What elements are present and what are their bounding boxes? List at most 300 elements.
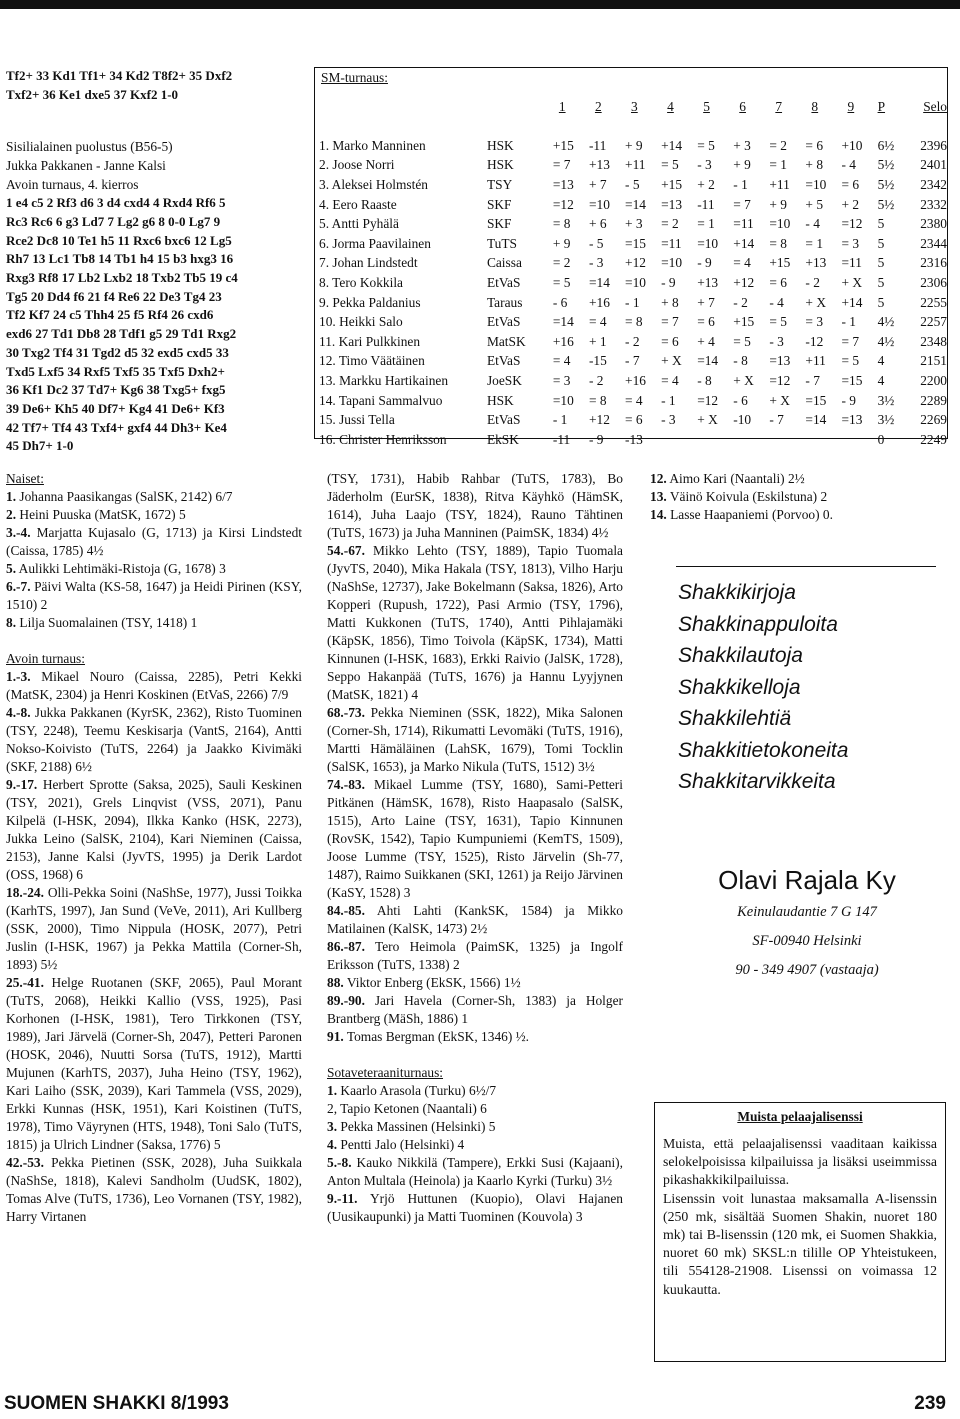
sm-round-result: -13 <box>625 431 643 447</box>
sm-player-name: 3. Aleksei Holmstén <box>319 176 428 192</box>
sm-player-club: TuTS <box>486 235 517 251</box>
sm-spacer <box>319 116 487 136</box>
move-line: Rxg3 Rf8 17 Lb2 Lxb2 18 Txb2 Tb5 19 c4 <box>6 270 238 285</box>
license-paragraph-2: Lisenssin voit lunastaa maksamalla A-lisenssin (250 mk, sisältää Suomen Shakin, nuoret 180 mk) tai B-lisenssin (120 mk, ei Suomen Shakkia, nuoret 60 mk) SKSL:n tilille OP Yhteistukeen, tili 554128-21908. Lisenssi on voimassa 12 kuukautta. <box>663 1190 937 1297</box>
sm-round-result: +13 <box>805 255 827 271</box>
sm-elo: 2306 <box>920 274 947 290</box>
rank-number: 25.-41. <box>6 975 44 990</box>
ad-product-list <box>678 577 936 793</box>
sm-round-result: = 4 <box>625 392 643 408</box>
sm-points: 5½ <box>877 157 895 173</box>
sm-row <box>319 410 947 430</box>
page-number: 239 <box>914 1393 946 1414</box>
sm-round-result: = 7 <box>841 333 860 349</box>
move-line: Tg5 20 Dd4 f6 21 f4 Re6 22 De3 Tg4 23 <box>6 288 222 304</box>
sm-round-result: - 2 <box>625 333 640 349</box>
sm-round-result: =14 <box>625 196 646 212</box>
avoin-entry: 4.-8. Jukka Pakkanen (KyrSK, 2362), Risto Tuominen (TSY, 2248), Teemu Keskisarja (VantS, 2164), Antti Nokso-Koivisto (TuTS, 2264) ja Jaakko Kivimäki (SKF, 2188) 6½ <box>6 705 302 774</box>
sm-points: 6½ <box>877 137 895 153</box>
sm-round-result: =13 <box>661 196 683 212</box>
sm-row <box>319 352 947 372</box>
sm-row <box>319 332 947 352</box>
sm-points: 4½ <box>877 314 895 330</box>
ad-product-line: Shakkikelloja <box>678 675 801 699</box>
rank-number: 42.-53. <box>6 1155 44 1170</box>
sm-round-result: - 1 <box>625 294 640 310</box>
sm-round-result: - 7 <box>805 372 820 388</box>
sm-round-result: = 2 <box>661 216 679 232</box>
veteraani-entry: 1. Kaarlo Arasola (Turku) 6½/7 <box>327 1083 497 1098</box>
sm-player-club: Caissa <box>486 255 522 271</box>
sm-round-result: = 7 <box>552 157 571 173</box>
sm-round-result: - 5 <box>588 235 604 251</box>
naiset-entry: 5. Aulikki Lehtimäki-Ristoja (G, 1678) 3 <box>6 561 226 576</box>
sm-points: 5 <box>877 235 885 251</box>
ad-product-line: Shakkilautoja <box>678 644 803 667</box>
naiset-entry: 3.-4. Marjatta Kujasalo (G, 1713) ja Kirsi Lindstedt (Caissa, 1785) 4½ <box>6 525 302 558</box>
ad-product-line: Shakkitarvikkeita <box>678 770 836 793</box>
sm-row <box>319 195 947 215</box>
sm-player-club: HSK <box>486 157 514 173</box>
sm-elo: 2316 <box>920 255 947 271</box>
sm-player-club: TSY <box>486 176 513 192</box>
sm-points: 0 <box>877 431 885 447</box>
sm-points: 4 <box>877 353 885 369</box>
sm-round-result: =14 <box>588 274 610 290</box>
avoin-list-1 <box>6 668 302 1226</box>
sm-round-result: +16 <box>625 372 646 388</box>
sm-header-cell: 2 <box>594 99 602 114</box>
sm-round-result: +12 <box>588 412 610 428</box>
sm-round-result: +14 <box>733 235 755 251</box>
sm-round-result: = 8 <box>625 314 643 330</box>
avoin-entry: 84.-85. Ahti Lahti (KankSK, 1584) ja Mikko Matilainen (KalSK, 1473) 2½ <box>327 903 623 936</box>
sm-player-name: 4. Eero Raaste <box>319 196 397 212</box>
rank-number: 84.-85. <box>327 903 365 918</box>
sm-round-result: =10 <box>552 392 574 408</box>
rank-number: 14. <box>650 507 667 522</box>
sm-round-result: + 9 <box>625 137 643 153</box>
sm-round-result: -15 <box>588 353 607 369</box>
license-paragraph-1: Muista, että pelaajalisenssi vaaditaan kaikissa selokelpoisissa kilpailuissa ja lisäksi useimmissa pikashakkikilpailuissa. <box>663 1136 937 1188</box>
sm-round-result: =10 <box>805 176 827 192</box>
sm-round-result: - 2 <box>805 274 820 290</box>
sm-round-result: +16 <box>552 333 574 349</box>
sm-round-result: = 1 <box>805 235 824 251</box>
rank-number: 18.-24. <box>6 885 44 900</box>
sm-round-result: + 9 <box>733 157 751 173</box>
sm-round-result: + 7 <box>588 176 607 192</box>
sm-points: 4½ <box>877 333 895 349</box>
sm-round-result: - 3 <box>661 412 676 428</box>
move-line: 1 e4 c5 2 Rf3 d6 3 d4 cxd4 4 Rxd4 Rf6 5 <box>6 195 226 211</box>
sm-elo: 2257 <box>920 314 947 330</box>
sm-player-club: EtVaS <box>486 314 521 330</box>
sm-spacer-row <box>319 116 947 136</box>
sm-round-result: =15 <box>805 392 827 408</box>
sm-round-result: + 6 <box>588 216 607 232</box>
sm-round-result: = 6 <box>625 412 643 428</box>
move-line: Tf2 Kf7 24 c5 Thh4 25 f5 Rf4 26 cxd6 <box>6 307 214 323</box>
avoin-entry: 14. Lasse Haapaniemi (Porvoo) 0. <box>650 507 833 522</box>
sm-player-name: 12. Timo Väätäinen <box>319 353 425 369</box>
move-line: Txd5 Lxf5 34 Rxf5 Txf5 35 Txf5 Dxh2+ <box>6 363 225 379</box>
rank-number: 3.-4. <box>6 525 31 540</box>
sm-header-cell: 4 <box>667 99 674 114</box>
sm-player-name: 6. Jorma Paavilainen <box>319 235 431 251</box>
sm-round-result <box>805 430 841 450</box>
license-title: Muista pelaajalisenssi <box>737 1109 863 1124</box>
rank-number: 74.-83. <box>327 777 365 792</box>
sm-round-result: - 4 <box>769 294 784 310</box>
sm-round-result: + X <box>769 392 790 408</box>
sm-round-result: +13 <box>588 157 610 173</box>
sm-header-blank <box>487 98 553 116</box>
rank-number: 5. <box>6 561 17 576</box>
ad-product-line: Shakkilehtiä <box>678 707 792 730</box>
veteraani-entry: 2, Tapio Ketonen (Naantali) 6 <box>327 1101 487 1116</box>
sm-round-result: +11 <box>625 157 646 173</box>
sm-round-result: =10 <box>625 274 646 290</box>
sm-round-result: + 9 <box>769 196 787 212</box>
sm-round-result: = 7 <box>733 196 751 212</box>
sm-round-result: =10 <box>769 216 791 232</box>
sm-round-result: = 5 <box>733 333 751 349</box>
sm-round-result: = 4 <box>733 255 751 271</box>
sm-player-name: 13. Markku Hartikainen <box>319 372 449 388</box>
game2-opening: Sisilialainen puolustus (B56-5) <box>6 139 173 155</box>
sm-round-result: +13 <box>697 274 719 290</box>
game1-line: Tf2+ 33 Kd1 Tf1+ 34 Kd2 T8f2+ 35 Dxf2 <box>6 68 233 83</box>
rank-number: 9.-11. <box>327 1191 358 1206</box>
sm-player-name: 16. Christer Henriksson <box>319 431 447 447</box>
sm-round-result: +14 <box>661 137 683 153</box>
sm-elo: 2344 <box>920 235 947 251</box>
sm-round-result: +15 <box>769 255 791 271</box>
sm-elo: 2348 <box>920 333 947 349</box>
sm-round-result: = 3 <box>552 372 571 388</box>
sm-round-result: =14 <box>697 353 719 369</box>
avoin-entry: 89.-90. Jari Havela (Corner-Sh, 1383) ja Holger Brantberg (MäSh, 1886) 1 <box>327 993 623 1026</box>
rank-number: 4. <box>327 1137 338 1152</box>
sm-round-result: = 4 <box>588 314 607 330</box>
sm-player-club: EtVaS <box>486 274 521 290</box>
ad-company-name: Olavi Rajala Ky <box>718 865 896 895</box>
sm-round-result: -11 <box>588 137 607 153</box>
sm-round-result: +11 <box>805 353 826 369</box>
move-line: exd6 27 Td1 Db8 28 Tdf1 g5 29 Td1 Rxg2 <box>6 326 237 342</box>
move-line: 42 Tf7+ Tf4 43 Txf4+ gxf4 44 Dh3+ Ke4 <box>6 419 227 435</box>
ad-company-block <box>678 862 936 985</box>
ad-top-rule <box>676 566 936 567</box>
ad-product-line: Shakkikirjoja <box>678 581 796 604</box>
sm-round-result: - 4 <box>805 216 820 232</box>
rank-number: 86.-87. <box>327 939 365 954</box>
sm-points: 5½ <box>877 196 895 212</box>
rank-number: 89.-90. <box>327 993 365 1008</box>
sm-round-result: +15 <box>552 137 574 153</box>
sm-round-result: = 4 <box>552 353 571 369</box>
results-column-1 <box>6 470 302 1226</box>
avoin-entry: 68.-73. Pekka Nieminen (SSK, 1822), Mika Salonen (Corner-Sh, 1714), Rikumatti Levomäki (TuTS, 1916), Martti Hämäläinen (LahSK, 1679), Tomi Tocklin (SalSK, 1653), ja Marko Nikula (TuTS, 1512) 3½ <box>327 705 623 774</box>
naiset-entry: 1. Johanna Paasikangas (SalSK, 2142) 6/7 <box>6 489 233 504</box>
sm-round-result: - 1 <box>733 176 748 192</box>
sm-header-cell: Selo <box>923 99 947 114</box>
avoin-entry: 1.-3. Mikael Nouro (Caissa, 2285), Petri Kekki (MatSK, 2304) ja Henri Koskinen (EtVaS, 2266) 7/9 <box>6 669 302 702</box>
sm-round-result: = 1 <box>697 216 715 232</box>
sm-header-cell: 8 <box>811 99 819 114</box>
sm-row <box>319 273 947 293</box>
sm-elo: 2401 <box>920 157 947 173</box>
sm-header-cell: 6 <box>739 99 746 114</box>
sm-round-result: = 6 <box>805 137 824 153</box>
sm-elo: 2380 <box>920 216 947 232</box>
move-line: Rce2 Dc8 10 Te1 h5 11 Rxc6 bxc6 12 Lg5 <box>6 232 232 248</box>
sm-row <box>319 234 947 254</box>
sm-points: 5 <box>877 294 885 310</box>
sm-round-result: =12 <box>769 372 791 388</box>
sm-elo: 2269 <box>920 412 947 428</box>
sm-round-result <box>842 430 878 450</box>
sm-player-club: SKF <box>486 196 512 212</box>
sm-round-result: = 3 <box>841 235 860 251</box>
ad-product-line: Shakkitietokoneita <box>678 738 849 762</box>
sm-round-result: =13 <box>769 353 791 369</box>
sm-round-result: + 8 <box>805 157 824 173</box>
sm-round-result: + 3 <box>625 216 643 232</box>
results-column-3 <box>650 470 946 524</box>
sm-round-result: -11 <box>552 431 571 447</box>
sm-round-result: =14 <box>805 412 827 428</box>
sm-round-result: - 1 <box>661 392 676 408</box>
sm-round-result: = 5 <box>661 157 679 173</box>
sm-round-result: =11 <box>841 255 862 271</box>
sm-round-result: - 4 <box>841 157 857 173</box>
naiset-title: Naiset: <box>6 471 44 486</box>
naiset-entry: 6.-7. Päivi Walta (KS-58, 1647) ja Heidi Pirinen (KSY, 1510) 2 <box>6 579 302 612</box>
sm-round-result: =10 <box>661 255 683 271</box>
rank-number: 1. <box>6 489 17 504</box>
avoin-entry: 13. Väinö Koivula (Eskilstuna) 2 <box>650 489 828 504</box>
sm-row <box>319 136 947 156</box>
sm-round-result: + X <box>841 274 863 290</box>
naiset-list <box>6 488 302 632</box>
sm-row <box>319 214 947 234</box>
sm-round-result: = 6 <box>769 274 787 290</box>
sm-round-result: - 9 <box>841 392 857 408</box>
ad-phone: 90 - 349 4907 (vastaaja) <box>735 962 879 978</box>
sm-round-result: -11 <box>697 196 715 212</box>
game2-players: Jukka Pakkanen - Janne Kalsi <box>6 158 166 173</box>
rank-number: 2. <box>6 507 17 522</box>
rank-number: 13. <box>650 489 667 504</box>
rank-number: 1. <box>327 1083 338 1098</box>
sm-round-result: =11 <box>661 235 682 251</box>
sm-round-result: +12 <box>625 255 646 271</box>
sm-round-result: + X <box>661 353 682 369</box>
sm-player-club: EkSK <box>486 431 519 447</box>
sm-round-result: - 9 <box>588 431 604 447</box>
avoin-entry: 86.-87. Tero Heimola (PaimSK, 1325) ja Ingolf Eriksson (TuTS, 1338) 2 <box>327 939 623 972</box>
sm-round-result: +15 <box>661 176 683 192</box>
veteraanit-title: Sotaveteraaniturnaus: <box>327 1065 444 1080</box>
sm-round-result: = 8 <box>552 216 571 232</box>
sm-round-result: - 6 <box>733 392 748 408</box>
sm-round-result: - 2 <box>733 294 748 310</box>
sm-round-result: = 5 <box>552 274 571 290</box>
sm-round-result: =12 <box>841 216 863 232</box>
sm-round-result: =12 <box>697 392 719 408</box>
naiset-entry: 8. Lilja Suomalainen (TSY, 1418) 1 <box>6 615 198 630</box>
sm-round-result: + 2 <box>697 176 715 192</box>
rank-number: 91. <box>327 1029 344 1044</box>
sm-round-result: + 5 <box>805 196 824 212</box>
games-column <box>6 67 306 456</box>
move-line: 39 De6+ Kh5 40 Df7+ Kg4 41 De6+ Kf3 <box>6 400 225 416</box>
sm-player-club: JoeSK <box>486 372 522 388</box>
avoin-entry: 25.-41. Helge Ruotanen (SKF, 2065), Paul Morant (TuTS, 2068), Heikki Kallio (VSS, 1925), Pasi Korhonen (I-HSK, 1981), Tero Tirkkonen (TSY, 1989), Jari Järvelä (Corner-Sh, 2047), Petteri Paronen (HOSK, 2046), Nuutti Sorsa (TuTS, 1912), Martti Mujunen (KarhTS, 2037), Juha Heino (TSY, 1962), Kari Laiho (SSK, 2039), Kari Tammela (VSS, 2029), Erkki Kunnas (HSK, 1951), Kari Koistinen (TuTS, 1978), Timo Väyrynen (HTS, 1948), Toni Salo (TuTS, 1815) ja Ulrich Lindner (Saksa, 1776) 5 <box>6 975 302 1152</box>
rank-number: 54.-67. <box>327 543 365 558</box>
avoin-title: Avoin turnaus: <box>6 651 85 666</box>
sm-player-name: 9. Pekka Paldanius <box>319 294 421 310</box>
rank-number: 6.-7. <box>6 579 31 594</box>
veteraani-entry: 5.-8. Kauko Nikkilä (Tampere), Erkki Susi (Kajaani), Anton Multala (Heinola) ja Kaarlo Kyrki (Turku) 3½ <box>327 1155 623 1188</box>
sm-points: 5½ <box>877 176 895 192</box>
rank-number: 8. <box>6 615 17 630</box>
sm-round-result: - 1 <box>841 314 857 330</box>
sm-round-result <box>661 430 697 450</box>
sm-header-blank <box>319 98 487 116</box>
sm-row <box>319 391 947 411</box>
sm-round-result: = 2 <box>552 255 571 271</box>
sm-header-row <box>319 98 947 116</box>
sm-round-result <box>697 430 733 450</box>
game2-event: Avoin turnaus, 4. kierros <box>6 176 139 192</box>
sm-header-cell: P <box>877 99 886 114</box>
rank-number: 88. <box>327 975 344 990</box>
sm-round-result: = 8 <box>769 235 787 251</box>
license-box <box>654 1102 946 1362</box>
sm-player-club: HSK <box>486 137 514 153</box>
sm-round-result: =10 <box>588 196 610 212</box>
sm-round-result: = 2 <box>769 137 787 153</box>
sm-points: 5 <box>877 216 885 232</box>
sm-title: SM-turnaus: <box>321 70 388 85</box>
sm-round-result: =15 <box>841 372 863 388</box>
sm-points: 3½ <box>877 412 895 428</box>
sm-round-result: =15 <box>625 235 646 251</box>
sm-round-result <box>733 430 769 450</box>
sm-round-result: =10 <box>697 235 719 251</box>
sm-round-result: =13 <box>841 412 863 428</box>
sm-round-result: +16 <box>588 294 610 310</box>
veteraani-entry: 9.-11. Yrjö Huttunen (Kuopio), Olavi Hajanen (Uusikaupunki) ja Matti Tuominen (Kouvola) 3 <box>327 1191 623 1224</box>
sm-round-result: =12 <box>552 196 574 212</box>
sm-round-result: = 6 <box>841 176 860 192</box>
sm-round-result: +11 <box>769 176 790 192</box>
sm-header-cell: 7 <box>775 99 783 114</box>
sm-player-club: SKF <box>486 216 512 232</box>
sm-elo: 2255 <box>920 294 947 310</box>
sm-round-result: - 7 <box>769 412 784 428</box>
sm-round-result: + 7 <box>697 294 715 310</box>
sm-round-result: = 5 <box>769 314 787 330</box>
sm-player-name: 1. Marko Manninen <box>319 137 426 153</box>
veteraani-entry: 4. Pentti Jalo (Helsinki) 4 <box>327 1137 465 1152</box>
avoin-entry: 42.-53. Pekka Pietinen (SSK, 2028), Juha Suikkala (NaShSe, 1818), Kalevi Sandholm (UudSK, 1802), Tomas Alve (TuTS, 1736), Leo Vornanen (TSY, 1982), Harry Virtanen <box>6 1155 302 1224</box>
sm-round-result: = 4 <box>661 372 679 388</box>
sm-player-club: EtVaS <box>486 412 521 428</box>
veteraanit-list <box>327 1082 623 1226</box>
sm-round-result: + X <box>733 372 754 388</box>
sm-round-result: - 2 <box>588 372 604 388</box>
sm-player-name: 5. Antti Pyhälä <box>319 216 399 232</box>
sm-points: 5 <box>877 274 885 290</box>
sm-player-name: 7. Johan Lindstedt <box>319 255 418 271</box>
rank-number: 5.-8. <box>327 1155 352 1170</box>
sm-round-result: +15 <box>733 314 755 330</box>
sm-round-result: + 9 <box>552 235 571 251</box>
sm-player-name: 8. Tero Kokkila <box>319 274 403 290</box>
veteraani-entry: 3. Pekka Massinen (Helsinki) 5 <box>327 1119 496 1134</box>
sm-round-result: + 2 <box>841 196 860 212</box>
sm-table-box <box>314 67 948 447</box>
sm-round-result: + 4 <box>697 333 715 349</box>
ad-address-1: Keinulaudantie 7 G 147 <box>737 904 877 920</box>
sm-round-result: - 9 <box>661 274 676 290</box>
avoin-entry: 12. Aimo Kari (Naantali) 2½ <box>650 471 805 486</box>
rank-number: 68.-73. <box>327 705 365 720</box>
sm-round-result: = 1 <box>769 157 787 173</box>
sm-round-result: - 8 <box>733 353 748 369</box>
sm-round-result: = 8 <box>588 392 607 408</box>
sm-round-result: = 5 <box>841 353 860 369</box>
naiset-entry: 2. Heini Puuska (MatSK, 1672) 5 <box>6 507 186 522</box>
sm-elo: 2332 <box>920 196 947 212</box>
move-line: 30 Txg2 Tf4 31 Tgd2 d5 32 exd5 cxd5 33 <box>6 344 229 360</box>
sm-elo: 2342 <box>920 176 947 192</box>
sm-header-cell: 1 <box>558 99 566 114</box>
avoin-entry: 88. Viktor Enberg (EkSK, 1566) 1½ <box>327 975 521 990</box>
sm-round-result: - 5 <box>625 176 640 192</box>
ad-address-2: SF-00940 Helsinki <box>752 933 862 949</box>
sm-round-result: = 5 <box>697 137 715 153</box>
move-line: 36 Kf1 Dc2 37 Td7+ Kg6 38 Txg5+ fxg5 <box>6 382 226 398</box>
avoin-entry: 54.-67. Mikko Lehto (TSY, 1889), Tapio Tuomala (JyvTS, 2040), Mika Hakala (TSY, 1813), Vilho Harju (NaShSe, 12737), Jake Bokelmann (Saksa, 1826), Arto Kopperi (Rupush, 1722), Pasi Armio (TSY, 1796), Matti Kukkonen (TuTS, 1740), Antti Pihlajamäki (KäpSK, 1856), Timo Toivola (KäpSK, 1734), Matti Kinnunen (I-HSK, 1683), Erkki Raivio (JalSK, 1728), Seppo Hakanpää (TuTS, 1676) ja Hannu Lyyjynen (MatSK, 1821) 4 <box>327 543 623 702</box>
sm-player-name: 15. Jussi Tella <box>319 412 395 428</box>
sm-player-name: 10. Heikki Salo <box>319 314 403 330</box>
sm-round-result: +14 <box>841 294 863 310</box>
sm-round-result: - 3 <box>769 333 784 349</box>
sm-row <box>319 371 947 391</box>
move-line: 45 Dh7+ 1-0 <box>6 438 74 454</box>
sm-points: 4 <box>877 372 885 388</box>
sm-round-result: - 7 <box>625 353 640 369</box>
sm-header-cell: 9 <box>847 99 855 114</box>
game2-moves <box>6 194 306 456</box>
sm-round-result: + 8 <box>661 294 679 310</box>
sm-round-result: - 3 <box>588 255 604 271</box>
avoin-list-3 <box>650 470 946 524</box>
top-rule <box>0 0 960 9</box>
rank-number: 9.-17. <box>6 777 38 792</box>
sm-round-result: =11 <box>733 216 754 232</box>
sm-round-result: - 3 <box>697 157 712 173</box>
sm-row <box>319 312 947 332</box>
sm-round-result: - 8 <box>697 372 712 388</box>
game1-line: Txf2+ 36 Ke1 dxe5 37 Kxf2 1-0 <box>6 86 179 102</box>
avoin-entry: 18.-24. Olli-Pekka Soini (NaShSe, 1977), Jussi Toikka (KarhTS, 1997), Jan Sund (VeVe, 2011), Ari Kullberg (SSK, 2000), Timo Nippula (HOSK, 2077), Petri Juslin (I-HSK, 1967) ja Pekka Mattila (Corner-Sh, 1893) 5½ <box>6 885 302 972</box>
